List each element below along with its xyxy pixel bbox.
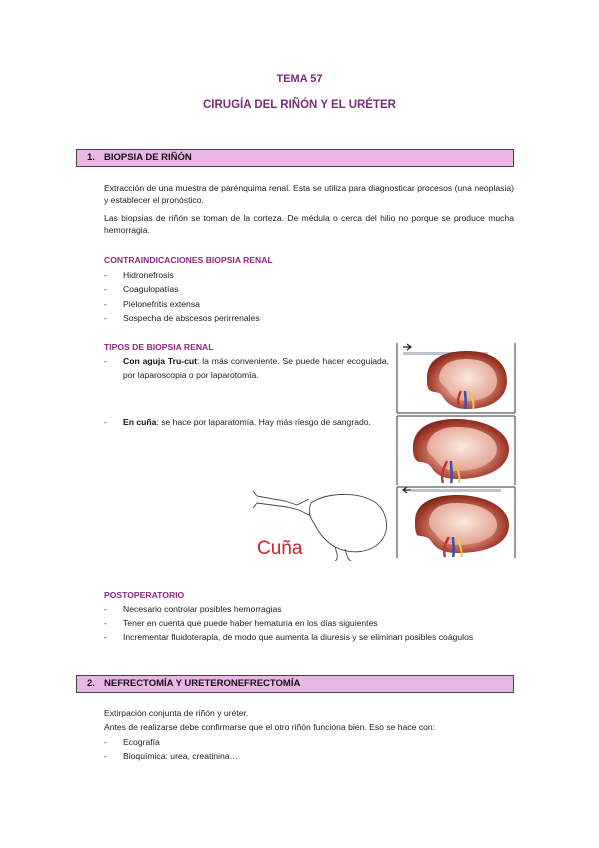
- section-2-title: NEFRECTOMÍA Y URETERONEFRECTOMÍA: [104, 678, 301, 689]
- nephrectomy-precondition: Antes de realizarse debe confirmarse que el otro riñón funciona bien. Eso se hace con:: [104, 722, 436, 732]
- list-item: - Incrementar fluidoterapia, de modo que aumenta la diuresis y se eliminan posibles coágulos: [104, 631, 519, 644]
- list-item: - Necesario controlar posibles hemorragias: [104, 602, 519, 616]
- list-item: - Bioquímica: urea, creatinina…: [104, 749, 404, 763]
- list-item: - Tener en cuenta que puede haber hematuria en los días siguientes: [104, 616, 519, 630]
- biopsy-definition: Extracción de una muestra de parénquima renal. Esta se utiliza para diagnosticar procesos (una neoplasia) y establecer el pronóstico.: [104, 183, 514, 205]
- needle-kidney-illustration: [397, 487, 515, 558]
- tema-number: TEMA 57: [276, 73, 323, 85]
- list-item: - Pielonefritis extensa: [104, 297, 404, 311]
- list-item: - Sospecha de abscesos perirrenales: [104, 311, 404, 325]
- nephrectomy-definition: Extirpación conjunta de riñón y uréter.: [104, 708, 249, 718]
- wedge-figure-label: Cuña: [257, 538, 303, 559]
- biopsy-location-note: Las biopsias de riñón se toman de la corteza. De médula o cerca del hilio no porque se produce mucha hemorragia.: [104, 213, 514, 235]
- page-title: CIRUGÍA DEL RIÑÓN Y EL URÉTER: [203, 99, 396, 111]
- trucut-description: : la más conveniente. Se puede hacer ecoguiada, por laparoscopia o por laparotomía.: [123, 356, 390, 380]
- section-2-number: 2.: [87, 678, 95, 689]
- biopsy-types-heading: TIPOS DE BIOPSIA RENAL: [104, 342, 214, 352]
- trucut-kidney-illustration: [397, 343, 515, 413]
- contraindications-list: [104, 268, 404, 325]
- section-1-number: 1.: [87, 152, 95, 163]
- list-item: - Coagulopatías: [104, 282, 404, 296]
- section-2-header: [76, 675, 514, 693]
- list-item: - Hidronefrosis: [104, 268, 404, 282]
- wedge-description: : se hace por laparatomía. Hay más riesgo de sangrado.: [156, 417, 371, 427]
- kidney-biopsy-figure: [235, 333, 520, 561]
- nephrectomy-tests-list: [104, 735, 404, 764]
- section-1-header: [76, 149, 514, 167]
- trucut-label: Con aguja Tru-cut: [123, 356, 197, 366]
- section-1-title: BIOPSIA DE RIÑÓN: [104, 152, 192, 163]
- wedge-kidney-illustration: [397, 416, 515, 485]
- wedge-label: En cuña: [123, 417, 157, 427]
- contraindications-heading: CONTRAINDICACIONES BIOPSIA RENAL: [104, 255, 273, 265]
- list-item: - Ecografía: [104, 735, 404, 749]
- postoperative-list: [104, 602, 519, 644]
- postoperative-heading: POSTOPERATORIO: [104, 590, 185, 600]
